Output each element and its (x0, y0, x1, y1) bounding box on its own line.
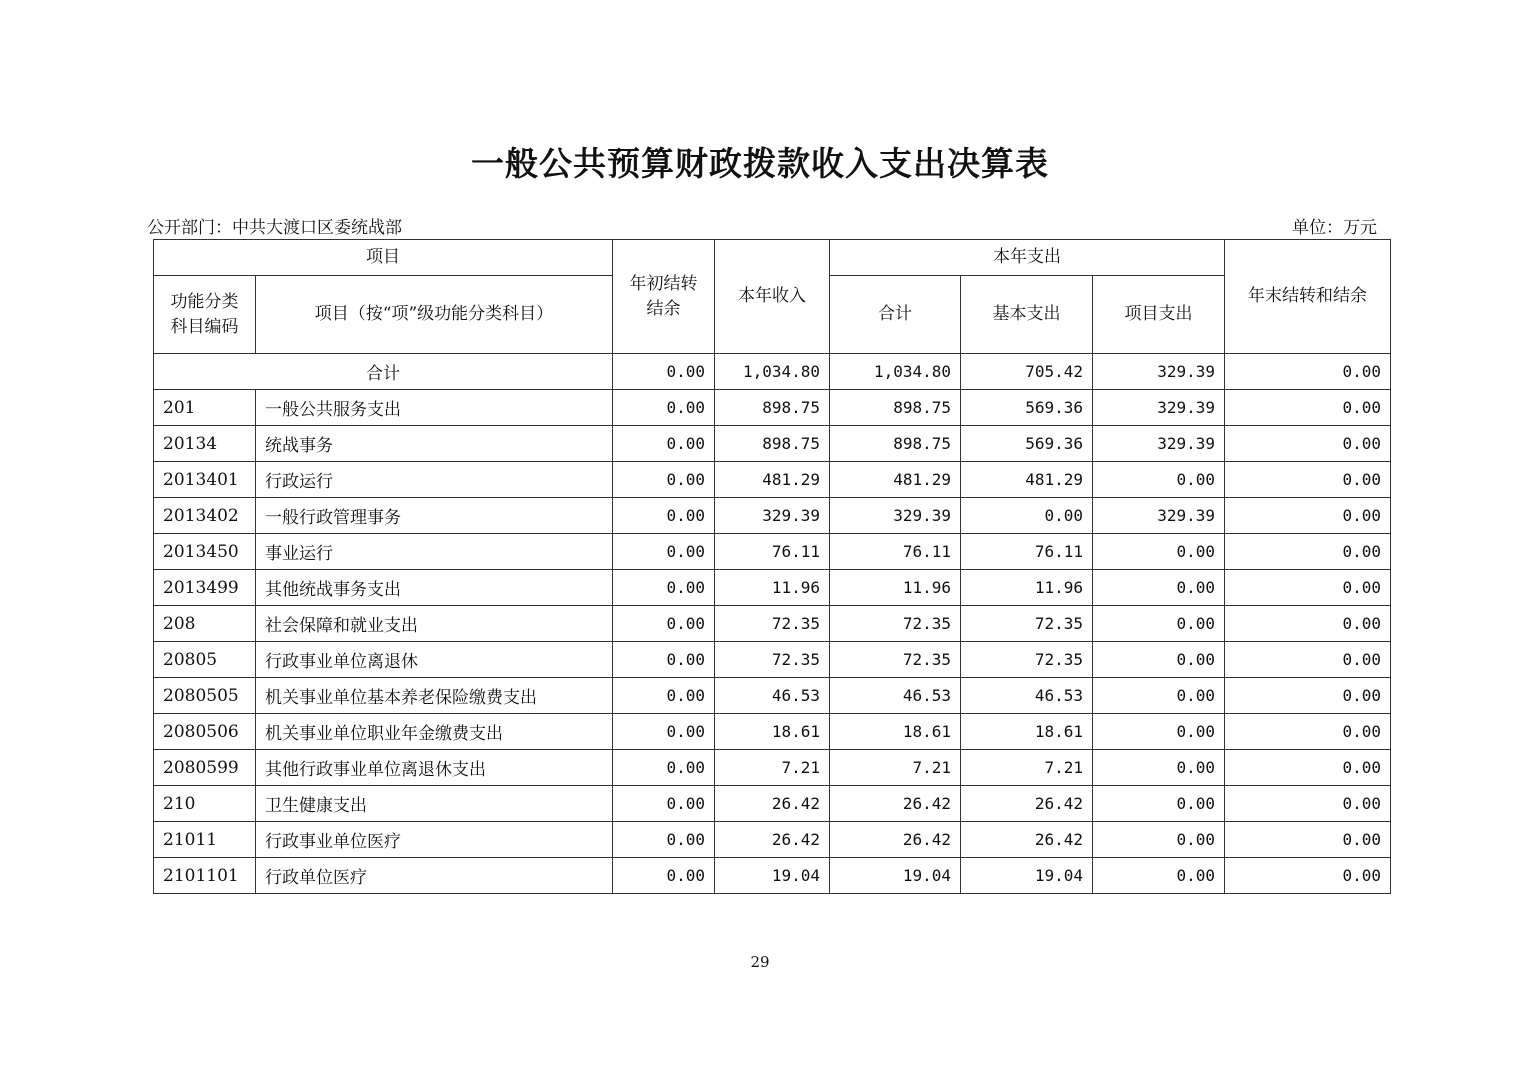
row-code: 2013450 (154, 534, 256, 570)
table-row (154, 606, 1391, 642)
row-name: 一般行政管理事务 (256, 498, 613, 534)
row-basic: 46.53 (961, 678, 1093, 714)
header-item: 项目 (154, 240, 613, 276)
row-exp-total: 46.53 (830, 678, 961, 714)
table-row (154, 390, 1391, 426)
row-name: 卫生健康支出 (256, 786, 613, 822)
row-code: 2101101 (154, 858, 256, 894)
total-opening: 0.00 (613, 354, 715, 390)
row-exp-total: 898.75 (830, 390, 961, 426)
total-label: 合计 (154, 354, 613, 390)
table-row (154, 534, 1391, 570)
row-code: 2013401 (154, 462, 256, 498)
row-project: 329.39 (1093, 426, 1225, 462)
row-opening: 0.00 (613, 786, 715, 822)
row-name: 行政事业单位离退休 (256, 642, 613, 678)
row-closing: 0.00 (1225, 390, 1391, 426)
row-project: 0.00 (1093, 534, 1225, 570)
row-income: 76.11 (715, 534, 830, 570)
row-income: 11.96 (715, 570, 830, 606)
row-income: 329.39 (715, 498, 830, 534)
total-basic: 705.42 (961, 354, 1093, 390)
row-closing: 0.00 (1225, 750, 1391, 786)
row-project: 0.00 (1093, 858, 1225, 894)
header-income: 本年收入 (715, 240, 830, 354)
header-name: 项目（按“项”级功能分类科目） (256, 276, 613, 354)
row-closing: 0.00 (1225, 426, 1391, 462)
row-exp-total: 329.39 (830, 498, 961, 534)
row-opening: 0.00 (613, 534, 715, 570)
row-name: 机关事业单位职业年金缴费支出 (256, 714, 613, 750)
table-row (154, 714, 1391, 750)
total-exp-total: 1,034.80 (830, 354, 961, 390)
table-row (154, 462, 1391, 498)
row-basic: 76.11 (961, 534, 1093, 570)
row-basic: 72.35 (961, 606, 1093, 642)
row-name: 社会保障和就业支出 (256, 606, 613, 642)
row-project: 0.00 (1093, 606, 1225, 642)
header-expenditure: 本年支出 (830, 240, 1225, 276)
row-income: 481.29 (715, 462, 830, 498)
table-row (154, 678, 1391, 714)
row-income: 898.75 (715, 426, 830, 462)
table-row (154, 786, 1391, 822)
row-name: 行政事业单位医疗 (256, 822, 613, 858)
row-code: 2080506 (154, 714, 256, 750)
row-opening: 0.00 (613, 606, 715, 642)
row-name: 行政单位医疗 (256, 858, 613, 894)
row-exp-total: 26.42 (830, 786, 961, 822)
row-closing: 0.00 (1225, 858, 1391, 894)
row-name: 其他行政事业单位离退休支出 (256, 750, 613, 786)
department-label: 公开部门：中共大渡口区委统战部 (147, 218, 402, 238)
header-basic: 基本支出 (961, 276, 1093, 354)
row-project: 0.00 (1093, 786, 1225, 822)
row-basic: 26.42 (961, 786, 1093, 822)
row-opening: 0.00 (613, 462, 715, 498)
header-opening: 年初结转结余 (613, 240, 715, 354)
row-project: 0.00 (1093, 750, 1225, 786)
row-name: 行政运行 (256, 462, 613, 498)
row-exp-total: 898.75 (830, 426, 961, 462)
row-opening: 0.00 (613, 642, 715, 678)
total-row (154, 354, 1391, 390)
row-exp-total: 72.35 (830, 642, 961, 678)
row-closing: 0.00 (1225, 786, 1391, 822)
row-opening: 0.00 (613, 822, 715, 858)
row-closing: 0.00 (1225, 606, 1391, 642)
row-basic: 18.61 (961, 714, 1093, 750)
row-closing: 0.00 (1225, 822, 1391, 858)
row-opening: 0.00 (613, 498, 715, 534)
row-closing: 0.00 (1225, 534, 1391, 570)
row-exp-total: 76.11 (830, 534, 961, 570)
row-exp-total: 11.96 (830, 570, 961, 606)
row-closing: 0.00 (1225, 678, 1391, 714)
row-opening: 0.00 (613, 678, 715, 714)
header-exp-total: 合计 (830, 276, 961, 354)
row-income: 18.61 (715, 714, 830, 750)
row-income: 72.35 (715, 642, 830, 678)
row-project: 0.00 (1093, 642, 1225, 678)
row-project: 0.00 (1093, 678, 1225, 714)
row-name: 统战事务 (256, 426, 613, 462)
row-exp-total: 72.35 (830, 606, 961, 642)
row-basic: 11.96 (961, 570, 1093, 606)
row-exp-total: 26.42 (830, 822, 961, 858)
row-income: 26.42 (715, 822, 830, 858)
table-row (154, 822, 1391, 858)
row-opening: 0.00 (613, 570, 715, 606)
row-basic: 26.42 (961, 822, 1093, 858)
row-project: 0.00 (1093, 462, 1225, 498)
row-code: 201 (154, 390, 256, 426)
header-project: 项目支出 (1093, 276, 1225, 354)
total-income: 1,034.80 (715, 354, 830, 390)
row-income: 26.42 (715, 786, 830, 822)
row-income: 7.21 (715, 750, 830, 786)
table-row (154, 858, 1391, 894)
row-project: 0.00 (1093, 570, 1225, 606)
row-exp-total: 7.21 (830, 750, 961, 786)
row-opening: 0.00 (613, 858, 715, 894)
row-basic: 72.35 (961, 642, 1093, 678)
row-closing: 0.00 (1225, 642, 1391, 678)
row-name: 事业运行 (256, 534, 613, 570)
row-basic: 7.21 (961, 750, 1093, 786)
budget-table (153, 239, 1391, 894)
row-code: 2013499 (154, 570, 256, 606)
row-closing: 0.00 (1225, 498, 1391, 534)
table-row (154, 498, 1391, 534)
row-basic: 569.36 (961, 426, 1093, 462)
row-basic: 0.00 (961, 498, 1093, 534)
table-row (154, 642, 1391, 678)
row-opening: 0.00 (613, 426, 715, 462)
row-exp-total: 481.29 (830, 462, 961, 498)
row-opening: 0.00 (613, 750, 715, 786)
row-project: 0.00 (1093, 714, 1225, 750)
row-code: 2080505 (154, 678, 256, 714)
total-project: 329.39 (1093, 354, 1225, 390)
row-income: 46.53 (715, 678, 830, 714)
row-name: 机关事业单位基本养老保险缴费支出 (256, 678, 613, 714)
row-closing: 0.00 (1225, 462, 1391, 498)
table-row (154, 570, 1391, 606)
row-code: 210 (154, 786, 256, 822)
header-row-1 (154, 240, 1391, 276)
row-project: 0.00 (1093, 822, 1225, 858)
row-income: 72.35 (715, 606, 830, 642)
row-name: 其他统战事务支出 (256, 570, 613, 606)
row-code: 20805 (154, 642, 256, 678)
unit-label: 单位：万元 (1292, 218, 1377, 238)
row-project: 329.39 (1093, 390, 1225, 426)
row-code: 208 (154, 606, 256, 642)
row-code: 2013402 (154, 498, 256, 534)
page-title: 一般公共预算财政拨款收入支出决算表 (471, 144, 1049, 183)
row-basic: 19.04 (961, 858, 1093, 894)
row-income: 19.04 (715, 858, 830, 894)
row-code: 21011 (154, 822, 256, 858)
row-opening: 0.00 (613, 390, 715, 426)
row-exp-total: 19.04 (830, 858, 961, 894)
row-code: 20134 (154, 426, 256, 462)
header-code: 功能分类科目编码 (154, 276, 256, 354)
total-closing: 0.00 (1225, 354, 1391, 390)
row-code: 2080599 (154, 750, 256, 786)
row-closing: 0.00 (1225, 714, 1391, 750)
row-project: 329.39 (1093, 498, 1225, 534)
row-basic: 481.29 (961, 462, 1093, 498)
row-basic: 569.36 (961, 390, 1093, 426)
row-closing: 0.00 (1225, 570, 1391, 606)
row-income: 898.75 (715, 390, 830, 426)
row-opening: 0.00 (613, 714, 715, 750)
row-exp-total: 18.61 (830, 714, 961, 750)
page-number: 29 (750, 953, 770, 971)
row-name: 一般公共服务支出 (256, 390, 613, 426)
table-row (154, 426, 1391, 462)
header-closing: 年末结转和结余 (1225, 240, 1391, 354)
table-row (154, 750, 1391, 786)
